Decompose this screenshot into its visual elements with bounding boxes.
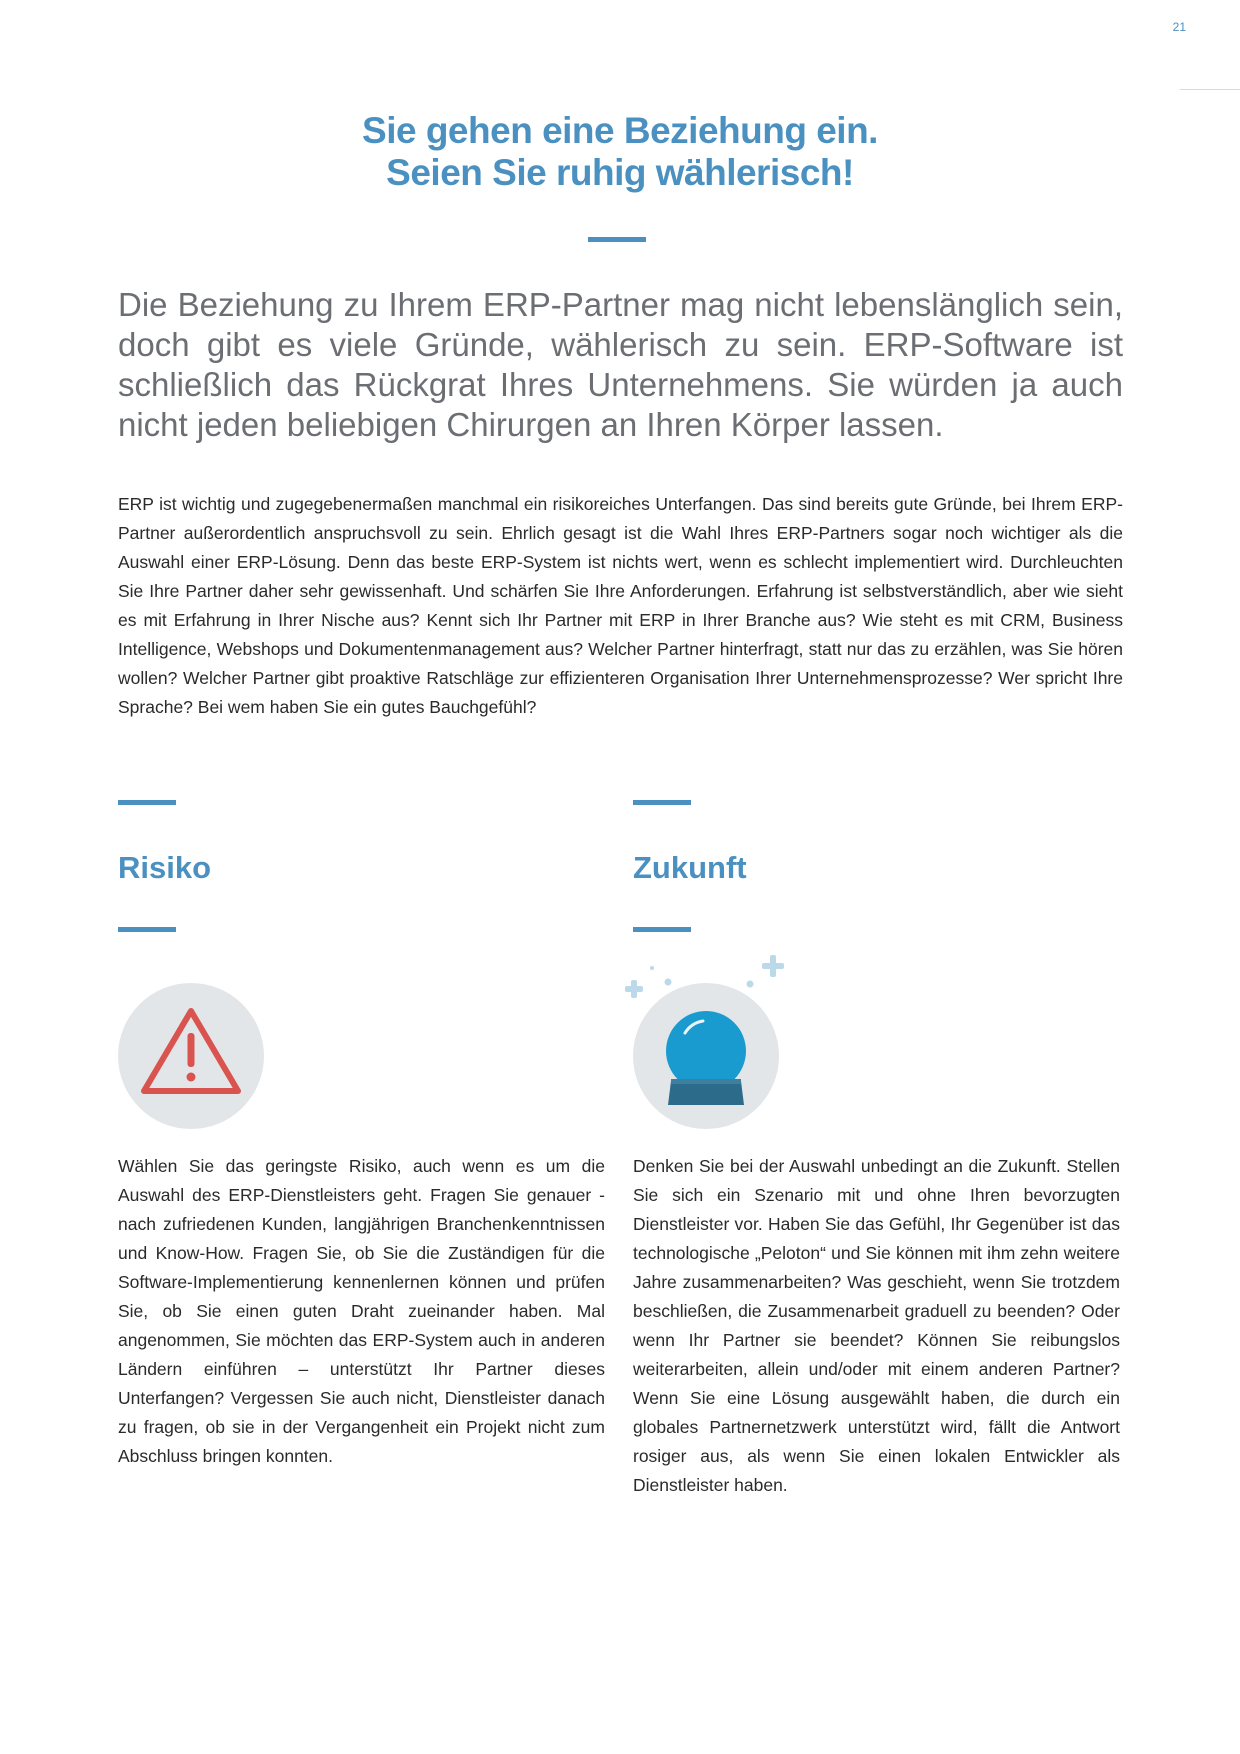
crystal-ball-icon: [633, 983, 779, 1129]
warning-triangle-icon: [118, 983, 264, 1129]
body-paragraph: ERP ist wichtig und zugegebenermaßen manchmal ein risikoreiches Unterfangen. Das sind bereits gute Gründe, bei Ihrem ERP-Partner außerordentlich anspruchsvoll zu sein. Ehrlich gesagt ist die Wahl Ihres ERP-Partners sogar noch wichtiger als die Auswahl einer ERP-Lösung. Denn das beste ERP-System ist nichts wert, wenn es schlecht implementiert wird. Durchleuchten Sie Ihre Partner daher sehr gewissenhaft. Und schärfen Sie Ihre Anforderungen. Erfahrung ist selbstverständlich, aber wie sieht es mit Erfahrung in Ihrer Nische aus? Kennt sich Ihr Partner mit ERP in Ihrer Branche aus? Wie steht es mit CRM, Business Intelligence, Webshops und Dokumentenmanagement aus? Welcher Partner hinterfragt, statt nur das zu erzählen, was Sie hören wollen? Welcher Partner gibt proaktive Ratschläge zur effizienteren Organisation Ihrer Unternehmensprozesse? Wer spricht Ihre Sprache? Bei wem haben Sie ein gutes Bauchgefühl?: [118, 494, 1123, 717]
risk-accent-bar-bottom: [118, 927, 176, 932]
future-text: Denken Sie bei der Auswahl unbedingt an die Zukunft. Stellen Sie sich ein Szenario mit und ohne Ihren bevorzugten Dienstleister vor. Haben Sie das Gefühl, Ihr Gegenüber ist das technologische „Peloton“ und Sie können mit ihm zehn weitere Jahre zusammenarbeiten? Was geschieht, wenn Sie trotzdem beschließen, die Zusammenarbeit graduell zu beenden? Oder wenn Ihr Partner sie beendet? Können Sie reibungslos weiterarbeiten, allein und/oder mit einem anderen Partner? Wenn Sie eine Lösung ausgewählt haben, die durch ein globales Partnernetzwerk unterstützt wird, fällt die Antwort rosiger aus, als wenn Sie einen lokalen Entwickler als Dienstleister haben.: [633, 1156, 1120, 1495]
risk-accent-bar-top: [118, 800, 176, 805]
page-number: 21: [1172, 20, 1186, 34]
title-accent-bar: [588, 237, 646, 242]
lead-paragraph: Die Beziehung zu Ihrem ERP-Partner mag nicht lebenslänglich sein, doch gibt es viele Gründe, wählerisch zu sein. ERP-Software ist schließlich das Rückgrat Ihres Unternehmens. Sie würden ja auch nicht jeden beliebigen Chirurgen an Ihren Körper lassen.: [118, 286, 1123, 443]
future-heading: Zukunft: [633, 850, 747, 885]
risk-icon-circle: [118, 983, 264, 1129]
risk-text: Wählen Sie das geringste Risiko, auch wenn es um die Auswahl des ERP-Dienstleisters geht. Fragen Sie genauer - nach zufriedenen Kunden, langjährigen Branchenkenntnissen und Know-How. Fragen Sie, ob Sie die Zuständigen für die Software-Implementierung kennenlernen können und prüfen Sie, ob Sie einen guten Draht zueinander haben. Mal angenommen, Sie möchten das ERP-System auch in anderen Ländern einführen – unterstützt Ihr Partner dieses Unterfangen? Vergessen Sie auch nicht, Dienstleister danach zu fragen, ob sie in der Vergangenheit ein Projekt nicht zum Abschluss bringen konnten.: [118, 1156, 605, 1466]
corner-divider: [1180, 89, 1240, 90]
title-line-1: Sie gehen eine Beziehung ein.: [362, 110, 878, 151]
future-icon-circle: [633, 983, 779, 1129]
future-accent-bar-bottom: [633, 927, 691, 932]
risk-heading: Risiko: [118, 850, 212, 885]
title-line-2: Seien Sie ruhig wählerisch!: [386, 152, 854, 193]
page-title: [0, 110, 1240, 194]
future-accent-bar-top: [633, 800, 691, 805]
